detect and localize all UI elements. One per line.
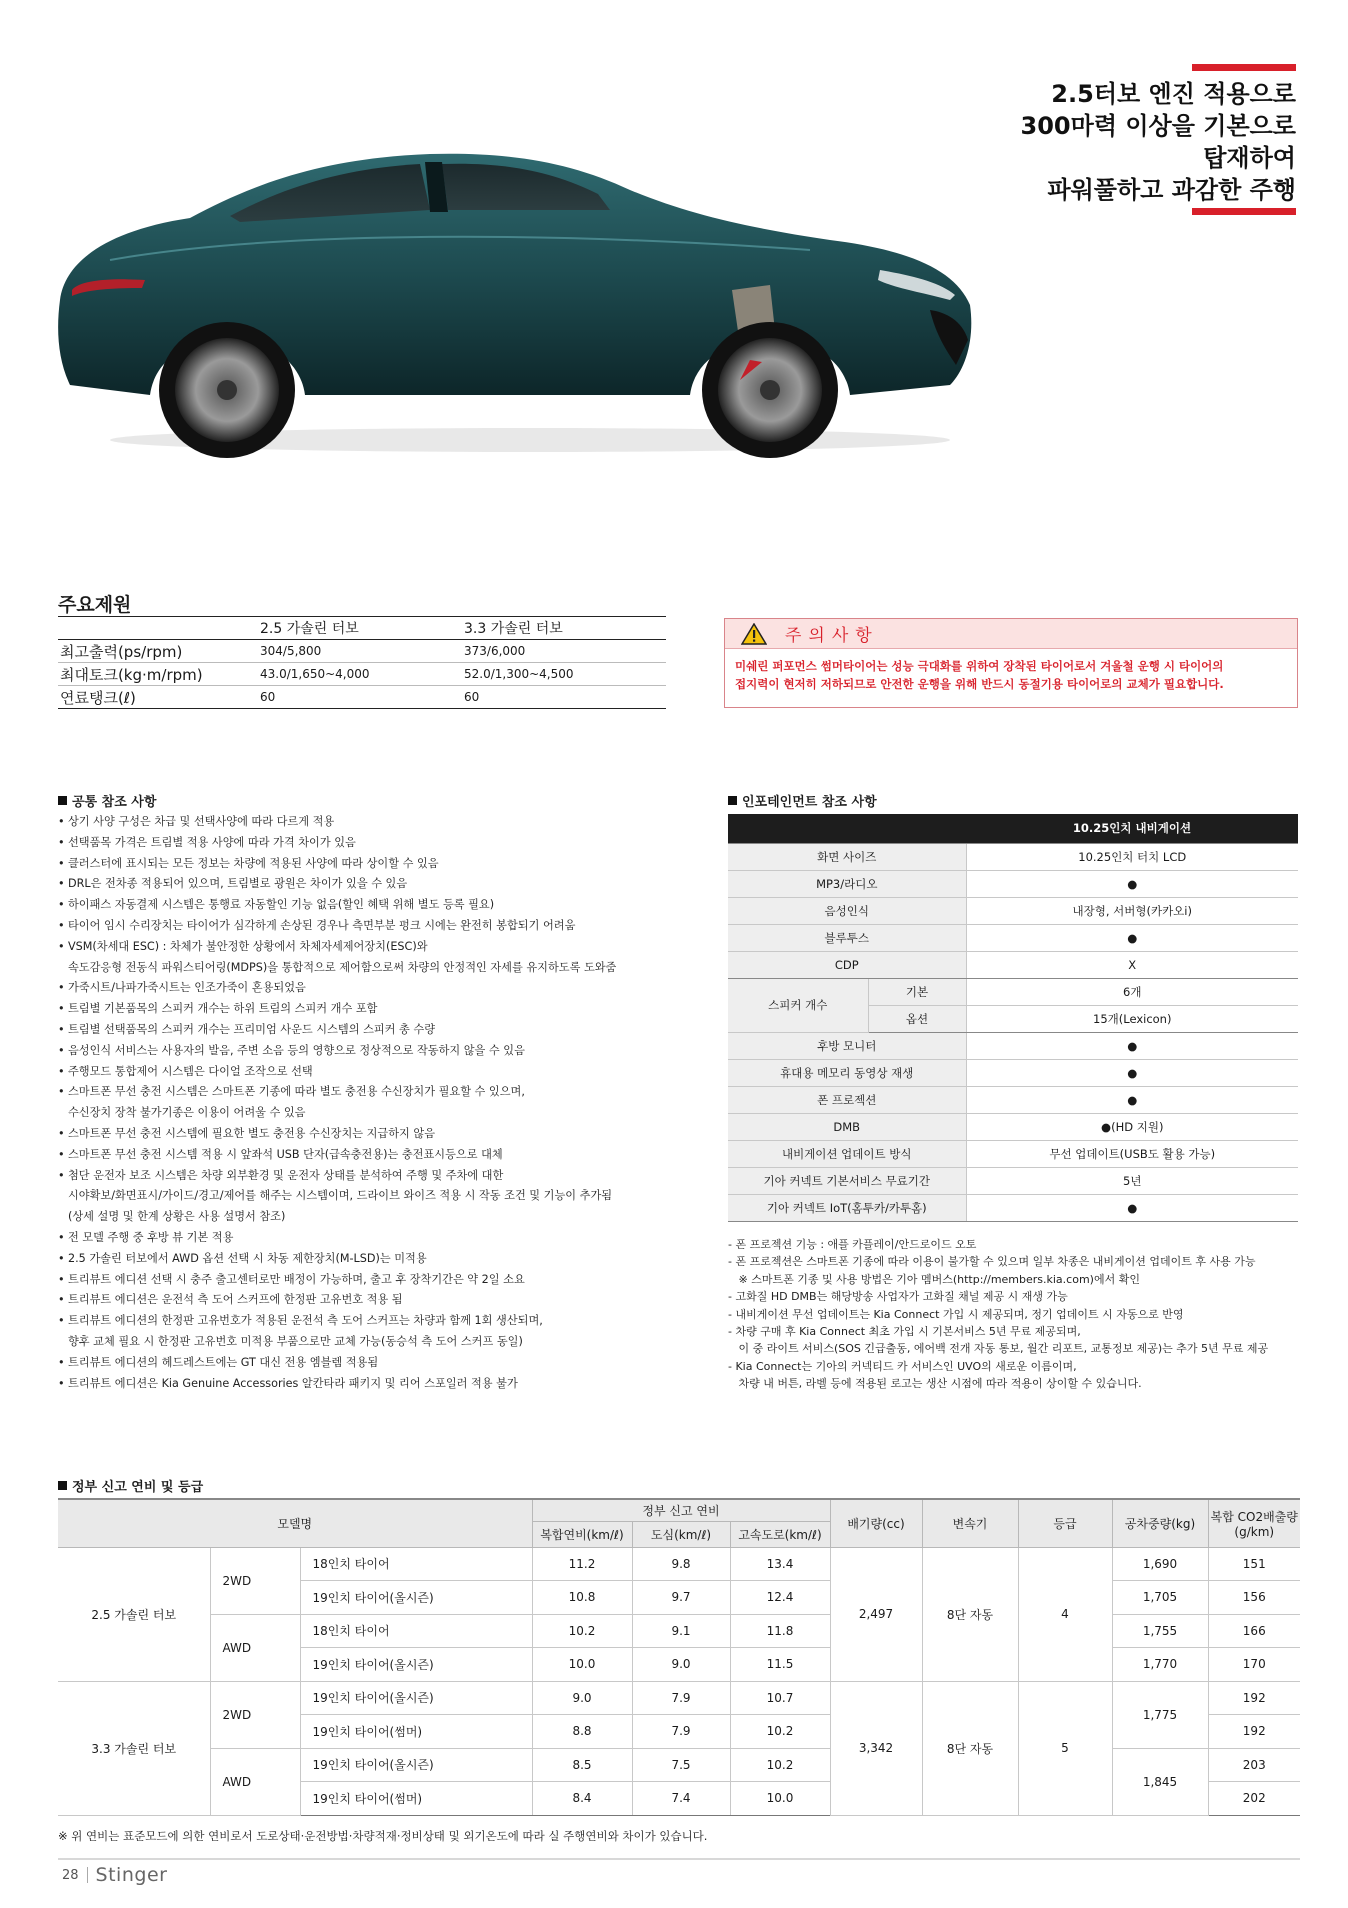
fuel-highway: 10.7 [730,1681,830,1715]
infotainment-note: ※ 스마트폰 기종 및 사용 방법은 기아 멤버스(http://members.kia.com)에서 확인 [728,1272,1140,1286]
infotainment-value: 10.25인치 터치 LCD [966,843,1298,870]
footer-brand: Stinger [95,1864,168,1886]
infotainment-row [728,1032,1298,1059]
spec-header-blank [58,617,258,640]
infotainment-value: 5년 [966,1167,1298,1194]
fuel-row [58,1547,1300,1581]
fuel-tire: 19인치 타이어(썸머) [300,1782,532,1816]
fuel-grade: 4 [1018,1547,1112,1681]
fuel-row [58,1748,1300,1782]
fuel-header-weight: 공차중량(kg) [1112,1499,1208,1547]
infotainment-label: MP3/라디오 [728,870,966,897]
car-image [50,140,1010,460]
caution-box [724,618,1298,708]
fuel-co2: 192 [1208,1681,1300,1715]
infotainment-note: - 폰 프로젝션은 스마트폰 기종에 따라 이용이 불가할 수 있으며 일부 차종은 내비게이션 업데이트 후 사용 가능 [728,1255,1256,1269]
speaker-sub-label: 기본 [868,978,966,1005]
fuel-transmission: 8단 자동 [922,1681,1018,1815]
common-note-item: • 트리뷰트 에디션은 Kia Genuine Accessories 알칸타라 패키지 및 리어 스포일러 적용 불가 [58,1374,698,1395]
infotainment-label: 기아 커넥트 기본서비스 무료기간 [728,1167,966,1194]
infotainment-value: ● [966,1032,1298,1059]
common-notes-list [58,812,698,1394]
warning-icon [741,623,767,645]
common-note-item: • 트림별 기본품목의 스피커 개수는 하위 트림의 스피커 개수 포함 [58,999,698,1020]
common-note-item: • 2.5 가솔린 터보에서 AWD 옵션 선택 시 차동 제한장치(M-LSD)는 미적용 [58,1249,698,1270]
infotainment-label: 음성인식 [728,897,966,924]
caution-header [725,619,1297,649]
footer [62,1864,167,1886]
common-note-item: 향후 교체 필요 시 한정판 고유번호 미적용 부품으로만 교체 가능(동승석 측 도어 스커프 동일) [68,1334,523,1348]
infotainment-table [728,814,1298,1222]
fuel-weight: 1,770 [1112,1648,1208,1682]
spec-header-row [58,617,666,640]
common-note-item: • 선택품목 가격은 트림별 적용 사양에 따라 가격 차이가 있음 [58,833,698,854]
fuel-highway: 10.2 [730,1715,830,1749]
infotainment-value: 무선 업데이트(USB도 활용 가능) [966,1140,1298,1167]
infotainment-value: ●(HD 지원) [966,1113,1298,1140]
common-note-item: • 상기 사양 구성은 차급 및 선택사양에 따라 다르게 적용 [58,812,698,833]
fuel-table [58,1498,1300,1816]
infotainment-label: 폰 프로젝션 [728,1086,966,1113]
common-note-item: • DRL은 전차종 적용되어 있으며, 트림별로 광원은 차이가 있을 수 있음 [58,874,698,895]
spec-row [58,686,666,709]
footer-separator [87,1867,88,1883]
headline-line: 탑재하여 [1203,144,1296,172]
fuel-highway: 12.4 [730,1581,830,1615]
infotainment-label: 블루투스 [728,924,966,951]
speaker-sub-value: 15개(Lexicon) [966,1005,1298,1032]
fuel-model: 3.3 가솔린 터보 [58,1681,210,1815]
fuel-co2: 203 [1208,1748,1300,1782]
infotainment-value: ● [966,870,1298,897]
fuel-tire: 19인치 타이어(올시즌) [300,1748,532,1782]
spec-row [58,640,666,663]
infotainment-label: DMB [728,1113,966,1140]
speaker-label: 스피커 개수 [728,978,868,1032]
infotainment-note: 이 중 라이트 서비스(SOS 긴급출동, 에어백 전개 자동 통보, 월간 리포트, 교통정보 제공)는 추가 5년 무료 제공 [728,1342,1269,1356]
common-note-item: • 트리뷰트 에디션 선택 시 충주 출고센터로만 배정이 가능하며, 출고 후 장착기간은 약 2일 소요 [58,1270,698,1291]
infotainment-row [728,1059,1298,1086]
infotainment-title-text: 인포테인먼트 참조 사항 [742,795,877,810]
common-note-item: • 클러스터에 표시되는 모든 정보는 차량에 적용된 사양에 따라 상이할 수 있음 [58,854,698,875]
spec-label: 최대토크(kg·m/rpm) [58,663,258,686]
fuel-combined: 10.8 [532,1581,632,1615]
fuel-header-row [58,1499,1300,1521]
fuel-combined: 11.2 [532,1547,632,1581]
infotainment-row [728,843,1298,870]
fuel-drive: AWD [210,1748,300,1815]
headline-top-bar [1192,64,1296,71]
fuel-city: 9.1 [632,1614,730,1648]
headline [1021,78,1296,206]
spec-table [58,616,666,709]
infotainment-value: ● [966,1194,1298,1221]
infotainment-row [728,978,1298,1005]
fuel-header-model: 모델명 [58,1499,532,1547]
fuel-city: 9.7 [632,1581,730,1615]
fuel-header-grade: 등급 [1018,1499,1112,1547]
common-note-item: 속도감응형 전동식 파워스티어링(MDPS)을 통합적으로 제어함으로써 차량의 안정적인 자세를 유지하도록 도와줌 [68,960,617,974]
common-note-item: • VSM(차세대 ESC) : 차체가 불안정한 상황에서 차체자세제어장치(ESC)와 [58,937,698,958]
infotainment-label: 후방 모니터 [728,1032,966,1059]
infotainment-row [728,951,1298,978]
fuel-weight: 1,690 [1112,1547,1208,1581]
fuel-combined: 9.0 [532,1681,632,1715]
section-square-icon [58,1481,67,1490]
infotainment-label: 내비게이션 업데이트 방식 [728,1140,966,1167]
fuel-header-transmission: 변속기 [922,1499,1018,1547]
fuel-city: 7.5 [632,1748,730,1782]
infotainment-notes [728,1236,1308,1393]
fuel-row [58,1614,1300,1648]
spec-header-33: 3.3 가솔린 터보 [462,617,666,640]
common-note-item: • 첨단 운전자 보조 시스템은 차량 외부환경 및 운전자 상태를 분석하여 주행 및 주차에 대한 [58,1166,698,1187]
fuel-drive: 2WD [210,1547,300,1614]
infotainment-note: - 차량 구매 후 Kia Connect 최초 가입 시 기본서비스 5년 무료 제공되며, [728,1325,1081,1339]
fuel-drive: AWD [210,1614,300,1681]
fuel-transmission: 8단 자동 [922,1547,1018,1681]
fuel-row [58,1681,1300,1715]
infotainment-row [728,1113,1298,1140]
fuel-weight: 1,845 [1112,1748,1208,1815]
infotainment-header: 10.25인치 내비게이션 [966,814,1298,843]
common-note-item: • 가죽시트/나파가죽시트는 인조가죽이 혼용되었음 [58,978,698,999]
infotainment-row [728,870,1298,897]
fuel-weight: 1,705 [1112,1581,1208,1615]
infotainment-note: - 내비게이션 무선 업데이트는 Kia Connect 가입 시 제공되며, 정기 업데이트 시 자동으로 반영 [728,1307,1184,1321]
fuel-title-text: 정부 신고 연비 및 등급 [72,1480,204,1495]
infotainment-header-blank [728,814,966,843]
infotainment-value: ● [966,1086,1298,1113]
front-wheel [702,322,838,458]
fuel-city: 9.8 [632,1547,730,1581]
fuel-highway: 13.4 [730,1547,830,1581]
fuel-city: 7.4 [632,1782,730,1816]
common-note-item: • 트리뷰트 에디션은 운전석 측 도어 스커프에 한정판 고유번호 적용 됨 [58,1290,698,1311]
fuel-combined: 8.4 [532,1782,632,1816]
fuel-combined: 8.5 [532,1748,632,1782]
infotainment-value: ● [966,924,1298,951]
caution-text-line: 접지력이 현저히 저하되므로 안전한 운행을 위해 반드시 동절기용 타이어로의 교체가 필요합니다. [735,677,1224,691]
infotainment-note: - Kia Connect는 기아의 커넥티드 카 서비스인 UVO의 새로운 이름이며, [728,1359,1077,1373]
common-note-item: • 주행모드 통합제어 시스템은 다이얼 조작으로 선택 [58,1062,698,1083]
infotainment-rows [728,1032,1298,1221]
infotainment-rows [728,843,1298,978]
footer-rule [58,1858,1300,1860]
infotainment-note: - 고화질 HD DMB는 해당방송 사업자가 고화질 채널 제공 시 재생 가능 [728,1290,1068,1304]
infotainment-row [728,1140,1298,1167]
fuel-tire: 19인치 타이어(올시즌) [300,1581,532,1615]
headline-bottom-bar [1192,208,1296,215]
common-note-item: (상세 설명 및 한계 상황은 사용 설명서 참조) [68,1210,286,1224]
infotainment-row [728,1167,1298,1194]
fuel-tire: 18인치 타이어 [300,1614,532,1648]
fuel-drive: 2WD [210,1681,300,1748]
fuel-highway: 10.2 [730,1748,830,1782]
infotainment-label: 휴대용 메모리 동영상 재생 [728,1059,966,1086]
spec-label: 연료탱크(ℓ) [58,686,258,709]
common-note-item: • 스마트폰 무선 충전 시스템에 필요한 별도 충전용 수신장치는 지급하지 않음 [58,1124,698,1145]
spec-value: 373/6,000 [462,640,666,663]
fuel-co2: 170 [1208,1648,1300,1682]
headline-line: 파워풀하고 과감한 주행 [1047,176,1296,204]
common-note-item: • 스마트폰 무선 충전 시스템은 스마트폰 기종에 따라 별도 충전용 수신장치가 필요할 수 있으며, [58,1082,698,1103]
section-square-icon [728,796,737,805]
spec-title: 주요제원 [58,594,132,616]
common-note-item: • 타이어 임시 수리장치는 타이어가 심각하게 손상된 경우나 측면부분 펑크 시에는 완전히 봉합되기 어려움 [58,916,698,937]
fuel-header-displacement: 배기량(cc) [830,1499,922,1547]
fuel-header-highway: 고속도로(km/ℓ) [730,1521,830,1547]
spec-value: 60 [258,686,462,709]
fuel-city: 7.9 [632,1715,730,1749]
fuel-header-city: 도심(km/ℓ) [632,1521,730,1547]
spec-label: 최고출력(ps/rpm) [58,640,258,663]
spec-value: 304/5,800 [258,640,462,663]
fuel-co2: 202 [1208,1782,1300,1816]
common-note-item: • 트리뷰트 에디션의 헤드레스트에는 GT 대신 전용 엠블렘 적용됨 [58,1353,698,1374]
fuel-header-economy: 정부 신고 연비 [532,1499,830,1521]
spec-row [58,663,666,686]
infotainment-value: X [966,951,1298,978]
fuel-displacement: 2,497 [830,1547,922,1681]
fuel-highway: 10.0 [730,1782,830,1816]
infotainment-value: 내장형, 서버형(카카오i) [966,897,1298,924]
fuel-co2: 166 [1208,1614,1300,1648]
infotainment-note: - 폰 프로젝션 기능 : 애플 카플레이/안드로이드 오토 [728,1238,977,1251]
infotainment-label: 화면 사이즈 [728,843,966,870]
caution-title: 주의사항 [785,626,879,646]
fuel-header-combined: 복합연비(km/ℓ) [532,1521,632,1547]
common-note-item: • 음성인식 서비스는 사용자의 발음, 주변 소음 등의 영향으로 정상적으로 작동하지 않을 수 있음 [58,1041,698,1062]
fuel-body [58,1547,1300,1815]
fuel-displacement: 3,342 [830,1681,922,1815]
caution-text [725,649,1297,693]
infotainment-header-row [728,814,1298,843]
fuel-city: 7.9 [632,1681,730,1715]
infotainment-label: CDP [728,951,966,978]
headline-line: 2.5터보 엔진 적용으로 [1051,80,1296,108]
fuel-city: 9.0 [632,1648,730,1682]
infotainment-note: 차량 내 버튼, 라벨 등에 적용된 로고는 생산 시점에 따라 적용이 상이할 수 있습니다. [728,1377,1142,1391]
common-note-item: • 전 모델 주행 중 후방 뷰 기본 적용 [58,1228,698,1249]
section-square-icon [58,796,67,805]
fuel-tire: 18인치 타이어 [300,1547,532,1581]
fuel-weight: 1,755 [1112,1614,1208,1648]
infotainment-row [728,1194,1298,1221]
spec-header-25: 2.5 가솔린 터보 [258,617,462,640]
spec-value: 60 [462,686,666,709]
fuel-co2: 151 [1208,1547,1300,1581]
fuel-model: 2.5 가솔린 터보 [58,1547,210,1681]
headline-line: 300마력 이상을 기본으로 [1020,112,1296,140]
common-note-item: • 스마트폰 무선 충전 시스템 적용 시 앞좌석 USB 단자(급속충전용)는 충전표시등으로 대체 [58,1145,698,1166]
common-note-item: • 트림별 선택품목의 스피커 개수는 프리미엄 사운드 시스템의 스피커 총 수량 [58,1020,698,1041]
fuel-combined: 10.0 [532,1648,632,1682]
infotainment-label: 기아 커넥트 IoT(홈투카/카투홈) [728,1194,966,1221]
speaker-sub-label: 옵션 [868,1005,966,1032]
common-note-item: 시야확보/화면표시/가이드/경고/제어를 해주는 시스템이며, 드라이브 와이즈 적용 시 작동 조건 및 기능이 추가됨 [68,1189,613,1203]
speaker-sub-value: 6개 [966,978,1298,1005]
fuel-title [58,1476,203,1495]
common-note-item: • 하이패스 자동결제 시스템은 통행료 자동할인 기능 없음(할인 혜택 위해 별도 등록 필요) [58,895,698,916]
fuel-highway: 11.5 [730,1648,830,1682]
fuel-weight: 1,775 [1112,1681,1208,1748]
fuel-co2: 156 [1208,1581,1300,1615]
fuel-tire: 19인치 타이어(올시즌) [300,1648,532,1682]
fuel-combined: 10.2 [532,1614,632,1648]
infotainment-title [728,791,877,810]
fuel-highway: 11.8 [730,1614,830,1648]
common-note-item: 수신장치 장착 불가기종은 이용이 어려울 수 있음 [68,1106,306,1120]
caution-text-line: 미쉐린 퍼포먼스 썸머타이어는 성능 극대화를 위하여 장착된 타이어로서 겨울철 운행 시 타이어의 [735,659,1224,673]
fuel-grade: 5 [1018,1681,1112,1815]
page-number: 28 [62,1867,79,1883]
spec-value: 43.0/1,650~4,000 [258,663,462,686]
fuel-co2: 192 [1208,1715,1300,1749]
common-notes-title [58,791,156,810]
fuel-footnote: ※ 위 연비는 표준모드에 의한 연비로서 도로상태·운전방법·차량적재·정비상태 및 외기온도에 따라 실 주행연비와 차이가 있습니다. [58,1829,708,1843]
fuel-header-co2: 복합 CO2배출량 (g/km) [1208,1499,1300,1547]
rear-wheel [159,322,295,458]
infotainment-row [728,897,1298,924]
fuel-tire: 19인치 타이어(올시즌) [300,1681,532,1715]
fuel-combined: 8.8 [532,1715,632,1749]
common-notes-title-text: 공통 참조 사항 [72,795,157,810]
infotainment-row [728,1086,1298,1113]
infotainment-row [728,924,1298,951]
fuel-tire: 19인치 타이어(썸머) [300,1715,532,1749]
common-note-item: • 트리뷰트 에디션의 한정판 고유번호가 적용된 운전석 측 도어 스커프는 차량과 함께 1회 생산되며, [58,1311,698,1332]
infotainment-value: ● [966,1059,1298,1086]
spec-value: 52.0/1,300~4,500 [462,663,666,686]
